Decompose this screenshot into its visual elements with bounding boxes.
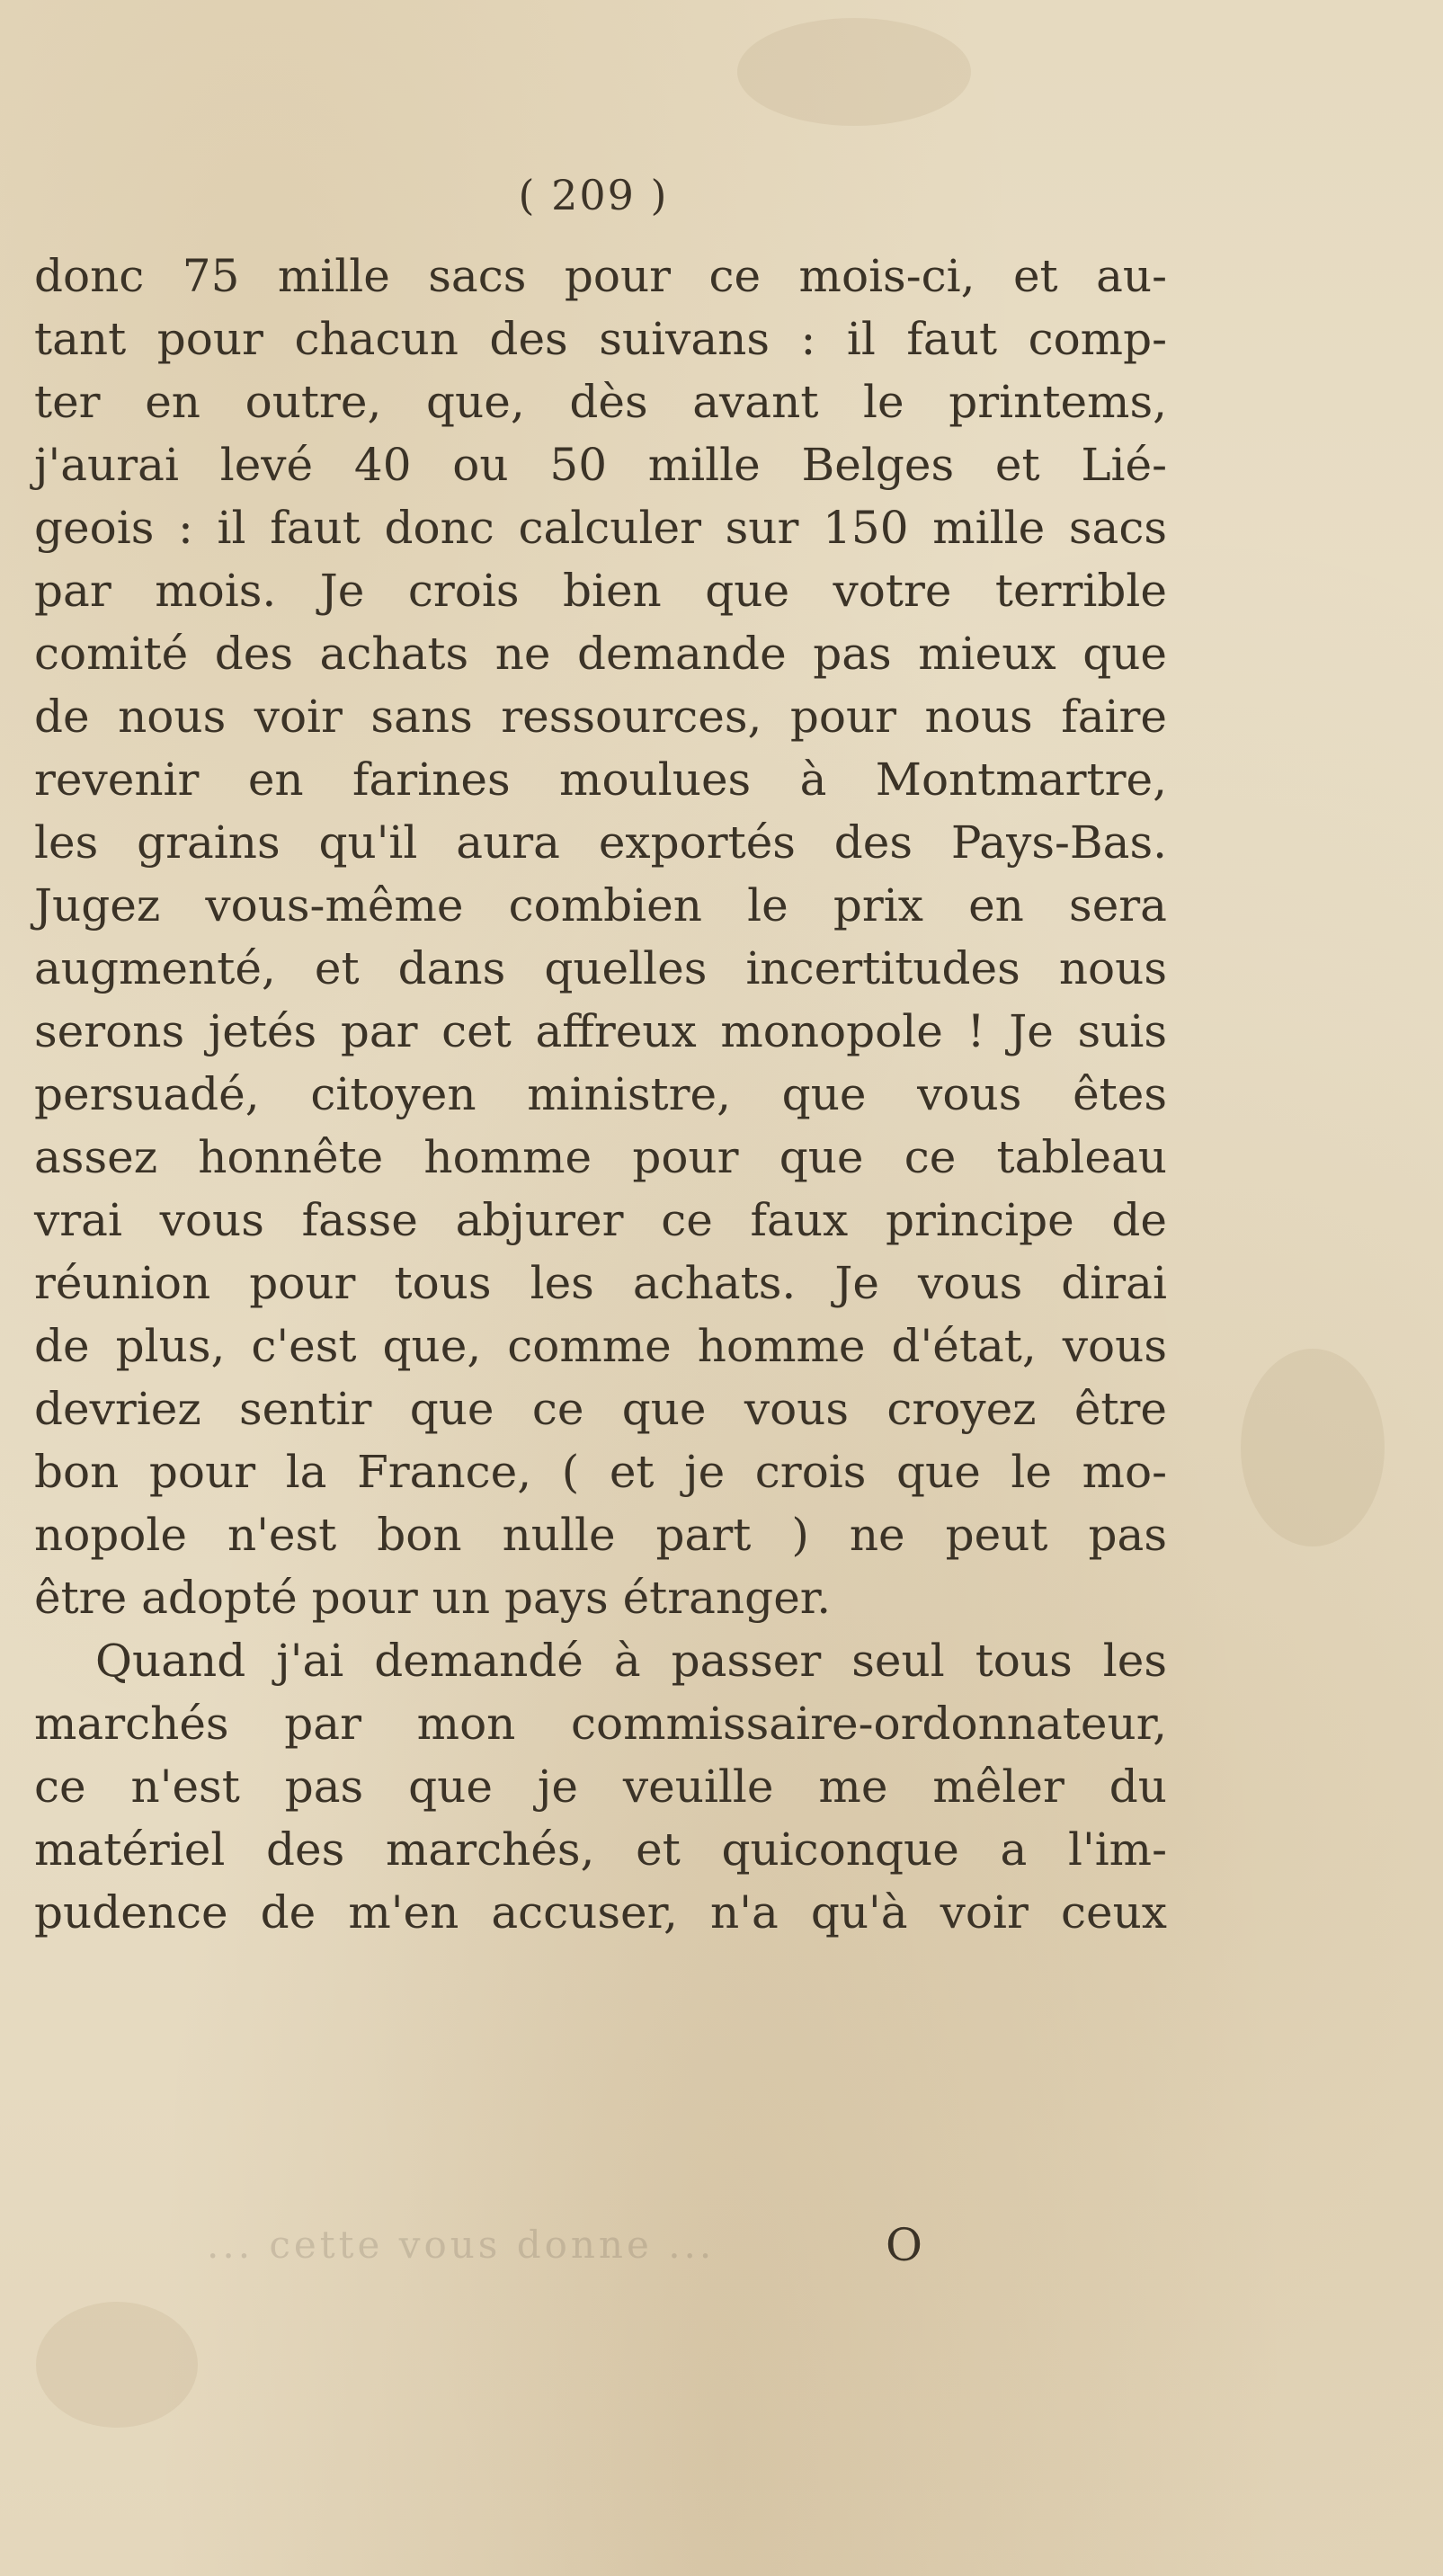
text-line: devriez sentir que ce que vous croyez être — [34, 1383, 1167, 1435]
body-text — [34, 245, 1167, 1944]
text-line: par mois. Je crois bien que votre terrible — [34, 565, 1167, 617]
text-line: ce n'est pas que je veuille me mêler du — [34, 1760, 1167, 1813]
paper-stain — [737, 18, 971, 126]
text-line: être adopté pour un pays étranger. — [34, 1572, 832, 1624]
text-line: marchés par mon commissaire-ordonnateur, — [34, 1698, 1167, 1750]
text-line: bon pour la France, ( et je crois que le mo- — [34, 1446, 1167, 1498]
text-line: réunion pour tous les achats. Je vous dirai — [34, 1257, 1167, 1309]
signature-mark: O — [886, 2219, 922, 2271]
paper-stain — [1241, 1349, 1385, 1546]
text-line: comité des achats ne demande pas mieux que — [34, 628, 1167, 680]
paper-stain — [36, 2302, 198, 2428]
text-line: vrai vous fasse abjurer ce faux principe de — [34, 1194, 1167, 1246]
text-line: Jugez vous-même combien le prix en sera — [34, 879, 1167, 931]
text-line: Quand j'ai demandé à passer seul tous les — [95, 1635, 1167, 1687]
text-line: de plus, c'est que, comme homme d'état, vous — [34, 1320, 1167, 1372]
text-line: assez honnête homme pour que ce tableau — [34, 1131, 1167, 1183]
text-line: ter en outre, que, dès avant le printems, — [34, 376, 1167, 428]
text-line: revenir en farines moulues à Montmartre, — [34, 753, 1167, 806]
page-number: ( 209 ) — [518, 171, 669, 219]
text-line: donc 75 mille sacs pour ce mois-ci, et au- — [34, 250, 1167, 302]
text-line: tant pour chacun des suivans : il faut comp- — [34, 313, 1167, 365]
text-line: geois : il faut donc calculer sur 150 mille sacs — [34, 502, 1167, 554]
text-line: les grains qu'il aura exportés des Pays-Bas. — [34, 816, 1167, 869]
text-line: nopole n'est bon nulle part ) ne peut pas — [34, 1509, 1167, 1561]
text-line: augmenté, et dans quelles incertitudes nous — [34, 942, 1167, 994]
text-line: matériel des marchés, et quiconque a l'im- — [34, 1823, 1167, 1876]
text-line: persuadé, citoyen ministre, que vous êtes — [34, 1068, 1167, 1120]
bleed-through-text: ... cette vous donne ... — [207, 2223, 716, 2267]
text-line: de nous voir sans ressources, pour nous faire — [34, 691, 1167, 743]
text-line: j'aurai levé 40 ou 50 mille Belges et Lié- — [34, 439, 1167, 491]
text-line: serons jetés par cet affreux monopole ! Je suis — [34, 1005, 1167, 1057]
text-line: pudence de m'en accuser, n'a qu'à voir ceux — [34, 1886, 1167, 1939]
